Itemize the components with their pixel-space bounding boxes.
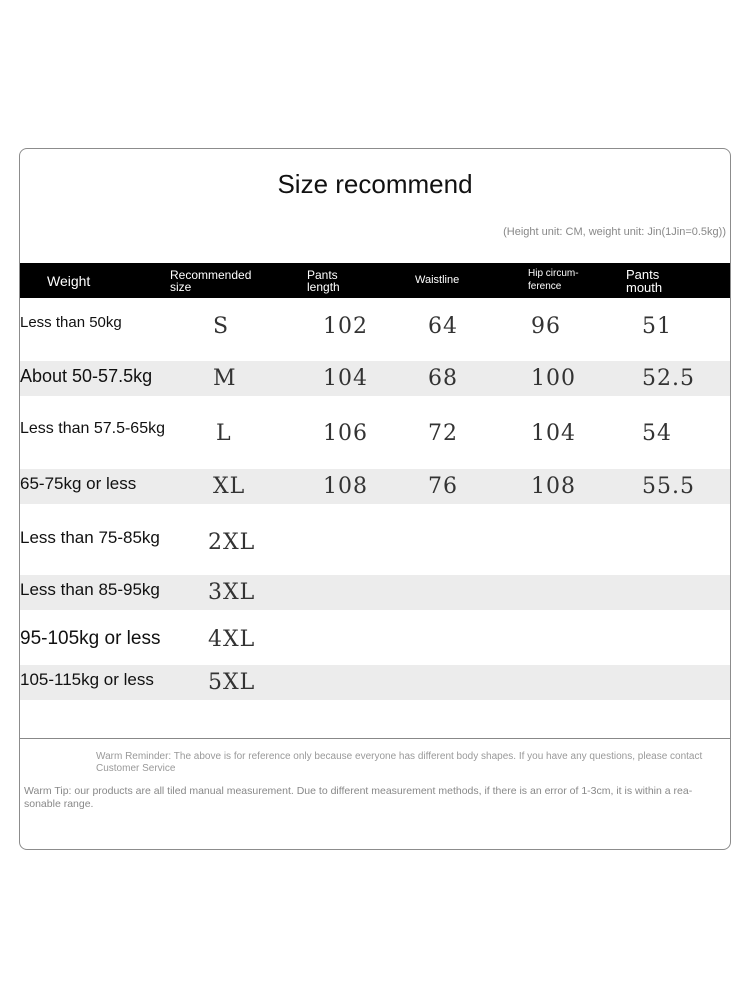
row-waistline: 72: [428, 420, 458, 446]
row-waistline: 64: [428, 313, 458, 339]
row-pants-mouth: 54: [642, 420, 672, 446]
table-row: [20, 407, 730, 459]
row-weight: Less than 50kg: [20, 313, 122, 331]
header-weight: Weight: [47, 272, 91, 289]
row-weight: 95-105kg or less: [20, 628, 161, 649]
row-size: XL: [213, 474, 246, 499]
header-recommended-size: Recommended size: [170, 267, 252, 294]
units-note: (Height unit: CM, weight unit: Jin(1Jin=0.5kg)): [503, 226, 726, 238]
row-weight: About 50-57.5kg: [20, 366, 153, 386]
warm-reminder: Warm Reminder: The above is for reference only because everyone has different body shapes. If you have any questions, please contact Customer Service: [96, 751, 703, 774]
table-row: [20, 519, 730, 565]
table-row: [20, 361, 730, 396]
row-size: L: [216, 420, 232, 446]
warm-tip: Warm Tip: our products are all tiled manual measurement. Due to different measurement methods, if there is an error of 1-3cm, it is within a rea-sonable range.: [24, 785, 693, 810]
row-hip: 108: [531, 474, 576, 499]
header-pants-length: Pants length: [307, 267, 340, 294]
header-waistline: Waistline: [415, 274, 460, 286]
size-chart-card: [19, 148, 731, 850]
table-row: [20, 575, 730, 610]
row-hip: 96: [531, 313, 561, 339]
row-size: 3XL: [208, 580, 256, 605]
table-row: [20, 665, 730, 700]
table-row: [20, 619, 730, 659]
row-pants-length: 102: [323, 313, 368, 339]
row-pants-mouth: 52.5: [642, 366, 695, 391]
row-size: M: [213, 366, 237, 391]
row-weight: 105-115kg or less: [20, 669, 154, 689]
table-row: [20, 301, 730, 351]
row-pants-mouth: 51: [642, 313, 672, 339]
row-size: 5XL: [208, 670, 256, 695]
row-weight: Less than 85-95kg: [20, 579, 160, 599]
row-weight: Less than 57.5-65kg: [20, 420, 165, 437]
row-size: S: [213, 313, 230, 339]
table-header: [20, 263, 730, 298]
row-hip: 100: [531, 366, 576, 391]
table-row: [20, 469, 730, 504]
row-weight: Less than 75-85kg: [20, 528, 160, 547]
row-size: 2XL: [208, 529, 256, 555]
row-waistline: 68: [428, 366, 458, 391]
row-pants-length: 104: [323, 366, 368, 391]
row-pants-length: 108: [323, 474, 368, 499]
row-hip: 104: [531, 420, 576, 446]
header-hip-circumference: Hip circum- ference: [528, 268, 579, 292]
footer-divider: [20, 738, 730, 739]
row-waistline: 76: [428, 474, 458, 499]
header-pants-mouth: Pants mouth: [626, 266, 663, 295]
row-pants-length: 106: [323, 420, 368, 446]
row-size: 4XL: [208, 626, 256, 652]
row-weight: 65-75kg or less: [20, 473, 137, 493]
row-pants-mouth: 55.5: [642, 474, 695, 499]
chart-title: Size recommend: [277, 169, 473, 199]
